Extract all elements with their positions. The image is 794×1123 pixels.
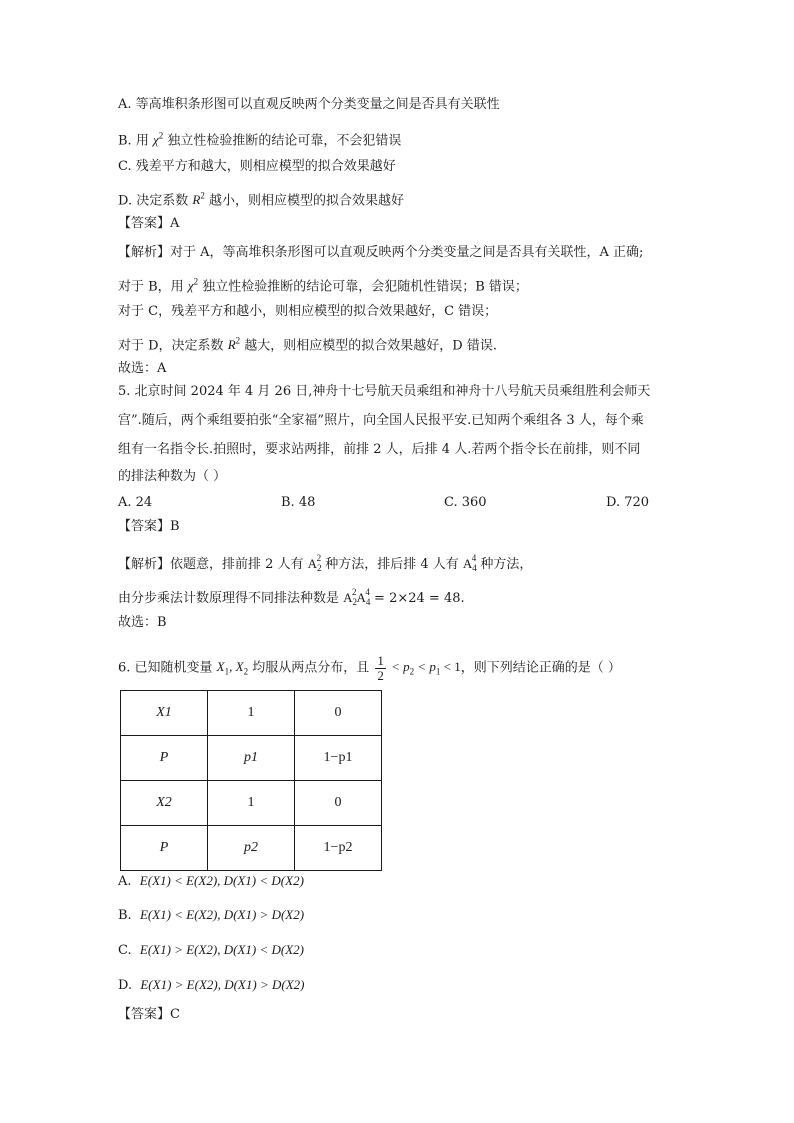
fraction-one-half: $\frac{1}{2}$ <box>377 653 384 683</box>
q6-answer: 【答案】C <box>118 1007 180 1022</box>
q4-option-a: A. 等高堆积条形图可以直观反映两个分类变量之间是否具有关联性 <box>118 97 500 112</box>
q6-option-b-body: E(X1) < E(X2), D(X1) > D(X2) <box>139 907 305 922</box>
q6-option-c-label: C. <box>118 943 132 958</box>
q4-answer: 【答案】A <box>118 216 180 231</box>
table-cell: P <box>121 826 208 871</box>
table-row <box>121 781 382 826</box>
table-cell: 0 <box>295 691 382 736</box>
q6-option-b <box>118 906 304 925</box>
q5-conclusion: 故选：B <box>118 615 167 630</box>
q5-explanation-2 <box>118 583 465 611</box>
q6-option-c <box>118 941 304 960</box>
table-cell: 1−p2 <box>295 826 382 871</box>
chi-square-symbol: $\chi^2$ <box>187 277 199 294</box>
q4-option-d <box>118 187 404 210</box>
q6-option-a <box>118 872 304 891</box>
q4-option-c: C. 残差平方和越大，则相应模型的拟合效果越好 <box>118 159 396 174</box>
q5-option-d: D. 720 <box>606 495 650 510</box>
q4-explanation-4-suffix: 越大，则相应模型的拟合效果越好，D 错误. <box>240 338 497 354</box>
q5-explanation-1-b: 种方法，排后排 4 人有 <box>321 557 463 572</box>
arrangement-a22: $A_2^2$ <box>307 553 322 573</box>
table-cell: X1 <box>121 691 208 736</box>
table-cell: 1 <box>208 781 295 826</box>
arrangement-product: $A_2^2A_4^4$ <box>343 587 371 607</box>
arrangement-a44: $A_4^4$ <box>462 553 477 573</box>
q4-option-b-suffix: 独立性检验推断的结论可靠，不会犯错误 <box>163 133 402 149</box>
q4-explanation-2-prefix: 对于 B，用 <box>118 279 188 295</box>
table-cell: p1 <box>208 736 295 781</box>
q5-option-b: B. 48 <box>281 495 316 510</box>
q4-option-d-suffix: 越小，则相应模型的拟合效果越好 <box>204 193 404 209</box>
q6-stem-c: ，则下列结论正确的是（ ） <box>460 660 621 676</box>
r-squared-symbol: $R^2$ <box>192 191 205 208</box>
q6-option-c-body: E(X1) > E(X2), D(X1) < D(X2) <box>139 942 304 957</box>
q5-explanation-1-c: 种方法， <box>476 557 533 572</box>
q6-inequality: $\frac{1}{2}$ < $p_2 < p_1 < 1$ <box>377 653 461 683</box>
q5-option-a: A. 24 <box>118 495 153 510</box>
q4-option-b-prefix: B. 用 <box>118 133 153 149</box>
q5-option-c: C. 360 <box>444 495 487 510</box>
q5-answer: 【答案】B <box>118 519 180 534</box>
table-cell: p2 <box>208 826 295 871</box>
q6-variables: $X_1$, $X_2$ <box>216 659 249 678</box>
table-cell: P <box>121 736 208 781</box>
table-row <box>121 691 382 736</box>
q4-conclusion: 故选：A <box>118 361 167 376</box>
q6-stem <box>118 654 621 683</box>
q5-explanation-1-a: 【解析】依题意，排前排 2 人有 <box>118 557 308 572</box>
table-cell: 1 <box>208 691 295 736</box>
chi-square-symbol: $\chi^2$ <box>152 131 164 148</box>
q6-option-b-label: B. <box>118 908 132 923</box>
q6-option-a-label: A. <box>118 874 132 889</box>
q6-stem-a: 6. 已知随机变量 <box>118 660 217 676</box>
q6-option-d-label: D. <box>118 978 133 993</box>
q6-option-d <box>118 976 304 995</box>
q5-stem-line-3: 组有一名指令长.拍照时，要求站两排，前排 2 人，后排 4 人.若两个指令长在前排，则不同 <box>118 442 641 457</box>
q4-option-d-prefix: D. 决定系数 <box>118 193 193 209</box>
q4-explanation-3: 对于 C，残差平方和越小，则相应模型的拟合效果越好，C 错误； <box>118 304 498 319</box>
q4-explanation-2 <box>118 273 528 296</box>
q4-option-b <box>118 127 401 150</box>
q5-stem-line-1: 5. 北京时间 2024 年 4 月 26 日,神舟十七号航天员乘组和神舟十八号航天员乘组胜利会师天 <box>118 384 651 399</box>
q4-explanation-4-prefix: 对于 D，决定系数 <box>118 338 228 354</box>
table-cell: 1−p1 <box>295 736 382 781</box>
q6-stem-b: 均服从两点分布，且 <box>248 660 374 676</box>
q4-explanation-2-suffix: 独立性检验推断的结论可靠，会犯随机性错误；B 错误； <box>198 279 528 295</box>
q6-option-a-body: E(X1) < E(X2), D(X1) < D(X2) <box>139 873 304 888</box>
q5-explanation-2-a: 由分步乘法计数原理得不同排法种数是 <box>118 591 344 606</box>
q5-explanation-1 <box>118 549 532 577</box>
table-cell: X2 <box>121 781 208 826</box>
q4-explanation-1: 【解析】对于 A，等高堆积条形图可以直观反映两个分类变量之间是否具有关联性，A 正确; <box>118 245 644 260</box>
q5-stem-line-4: 的排法种数为（ ） <box>118 469 227 484</box>
distribution-table <box>120 690 382 871</box>
q4-explanation-4 <box>118 332 497 355</box>
table-row <box>121 826 382 871</box>
q5-stem-line-2: 宫”.随后，两个乘组要拍张“全家福”照片，向全国人民报平安.已知两个乘组各 3 人，每个乘 <box>118 413 644 428</box>
table-row <box>121 736 382 781</box>
table-cell: 0 <box>295 781 382 826</box>
r-squared-symbol: $R^2$ <box>227 336 241 353</box>
q5-explanation-2-b: = 2×24 = 48. <box>369 591 465 606</box>
q6-option-d-body: E(X1) > E(X2), D(X1) > D(X2) <box>140 977 305 992</box>
